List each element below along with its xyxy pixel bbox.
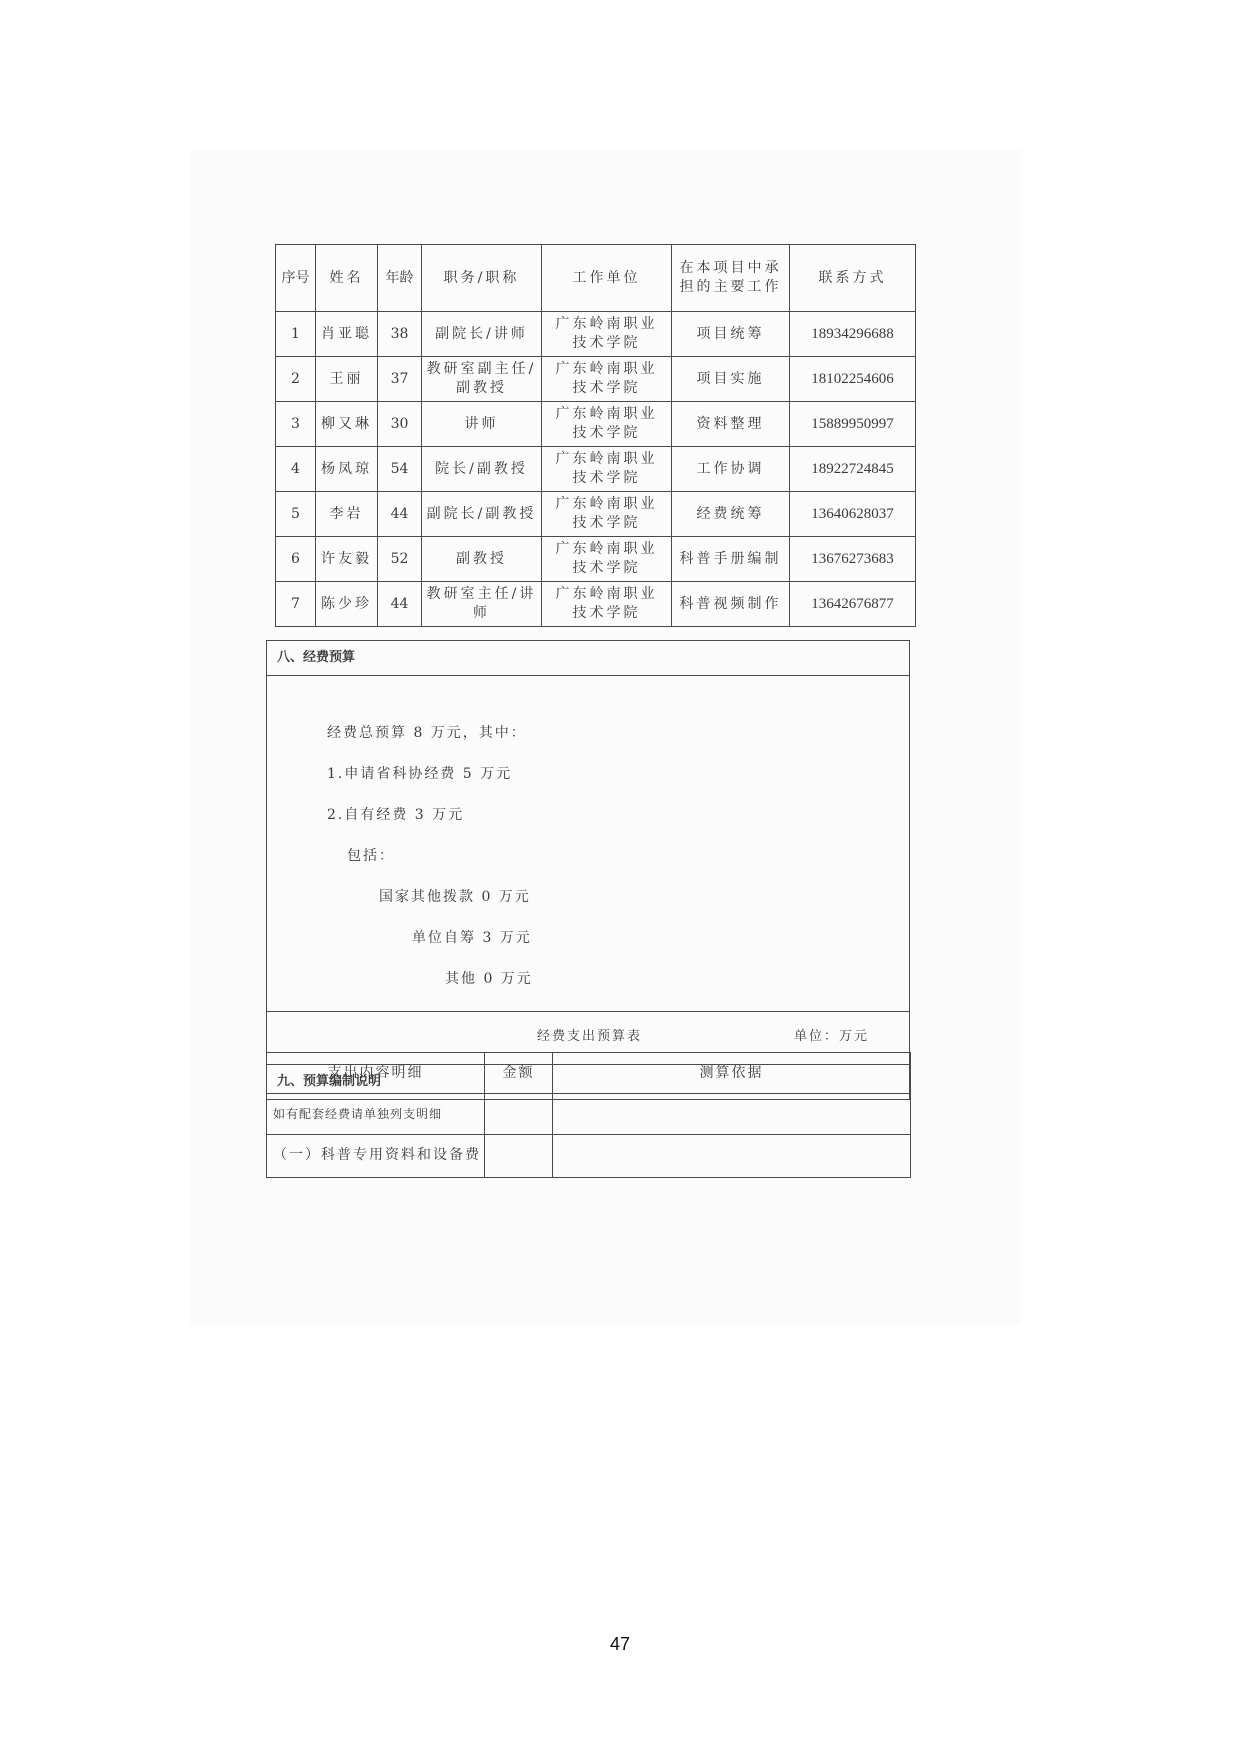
cell-age: 44 (378, 582, 422, 627)
cell-no: 5 (276, 492, 316, 537)
header-cell: 工作单位 (542, 245, 672, 312)
cell-name: 许友毅 (316, 537, 378, 582)
header-cell: 金额 (485, 1053, 553, 1094)
cell-unit: 广东岭南职业技术学院 (542, 582, 672, 627)
cell-no: 7 (276, 582, 316, 627)
cell-age: 44 (378, 492, 422, 537)
budget-line: 包括： (347, 848, 395, 864)
table-row (276, 537, 916, 582)
budget-section (266, 640, 910, 1100)
cell-role: 科普视频制作 (672, 582, 790, 627)
unit-label: 单位：万元 (793, 1029, 869, 1044)
budget-line: 单位自筹 3 万元 (412, 930, 532, 946)
table-row (276, 357, 916, 402)
cell-name: 陈少珍 (316, 582, 378, 627)
cell-unit: 广东岭南职业技术学院 (542, 492, 672, 537)
cell-phone: 13642676877 (790, 582, 916, 627)
cell-phone: 13676273683 (790, 537, 916, 582)
budget-line: 1.申请省科协经费 5 万元 (327, 766, 513, 782)
cell-age: 30 (378, 402, 422, 447)
cell-item: 如有配套经费请单独列支明细 (267, 1094, 485, 1135)
table-row (276, 402, 916, 447)
header-cell: 测算依据 (553, 1053, 911, 1094)
header-cell: 年龄 (378, 245, 422, 312)
cell-name: 李岩 (316, 492, 378, 537)
cell-name: 柳又琳 (316, 402, 378, 447)
page-number: 47 (609, 1634, 631, 1654)
cell-unit: 广东岭南职业技术学院 (542, 537, 672, 582)
cell-name: 杨凤琼 (316, 447, 378, 492)
cell-role: 科普手册编制 (672, 537, 790, 582)
cell-phone: 15889950997 (790, 402, 916, 447)
cell-title: 讲师 (422, 402, 542, 447)
header-cell: 序号 (276, 245, 316, 312)
cell-title: 教研室副主任/副教授 (422, 357, 542, 402)
header-cell: 联系方式 (790, 245, 916, 312)
cell-unit: 广东岭南职业技术学院 (542, 402, 672, 447)
explanation-section-title: 九、预算编制说明 (267, 1065, 910, 1100)
cell-title: 副院长/讲师 (422, 312, 542, 357)
header-cell: 职务/职称 (422, 245, 542, 312)
table-row (267, 1135, 911, 1178)
budget-table-caption: 经费支出预算表 (537, 1029, 643, 1044)
budget-text-cell (267, 676, 910, 1012)
table-row (276, 582, 916, 627)
cell-phone: 18102254606 (790, 357, 916, 402)
header-cell: 支出内容明细 (267, 1053, 485, 1094)
cell-age: 38 (378, 312, 422, 357)
budget-explanation-table (266, 1052, 911, 1178)
cell-age: 52 (378, 537, 422, 582)
cell-role: 资料整理 (672, 402, 790, 447)
cell-amount (485, 1135, 553, 1178)
cell-phone: 13640628037 (790, 492, 916, 537)
cell-title: 副院长/副教授 (422, 492, 542, 537)
staff-table-header (276, 245, 916, 312)
cell-age: 37 (378, 357, 422, 402)
cell-role: 项目实施 (672, 357, 790, 402)
staff-table (275, 244, 916, 627)
cell-title: 院长/副教授 (422, 447, 542, 492)
budget-total-line: 经费总预算 8 万元，其中： (327, 725, 527, 741)
header-cell: 姓名 (316, 245, 378, 312)
explanation-table-header (267, 1053, 911, 1094)
cell-item: （一）科普专用资料和设备费 (267, 1135, 485, 1178)
cell-title: 教研室主任/讲师 (422, 582, 542, 627)
cell-name: 肖亚聪 (316, 312, 378, 357)
cell-no: 3 (276, 402, 316, 447)
budget-line: 2.自有经费 3 万元 (327, 807, 465, 823)
header-cell: 在本项目中承担的主要工作 (672, 245, 790, 312)
budget-line: 其他 0 万元 (445, 971, 533, 987)
cell-unit: 广东岭南职业技术学院 (542, 447, 672, 492)
cell-role: 工作协调 (672, 447, 790, 492)
cell-unit: 广东岭南职业技术学院 (542, 312, 672, 357)
cell-role: 项目统筹 (672, 312, 790, 357)
cell-role: 经费统筹 (672, 492, 790, 537)
cell-age: 54 (378, 447, 422, 492)
cell-name: 王丽 (316, 357, 378, 402)
cell-no: 2 (276, 357, 316, 402)
budget-section-title: 八、经费预算 (267, 641, 910, 676)
cell-basis (553, 1135, 911, 1178)
table-row (276, 447, 916, 492)
table-row (267, 1094, 911, 1135)
cell-phone: 18922724845 (790, 447, 916, 492)
budget-line: 国家其他拨款 0 万元 (379, 889, 531, 905)
cell-unit: 广东岭南职业技术学院 (542, 357, 672, 402)
cell-title: 副教授 (422, 537, 542, 582)
cell-no: 1 (276, 312, 316, 357)
table-row (276, 492, 916, 537)
cell-no: 4 (276, 447, 316, 492)
table-row (276, 312, 916, 357)
cell-no: 6 (276, 537, 316, 582)
cell-amount (485, 1094, 553, 1135)
cell-phone: 18934296688 (790, 312, 916, 357)
cell-basis (553, 1094, 911, 1135)
